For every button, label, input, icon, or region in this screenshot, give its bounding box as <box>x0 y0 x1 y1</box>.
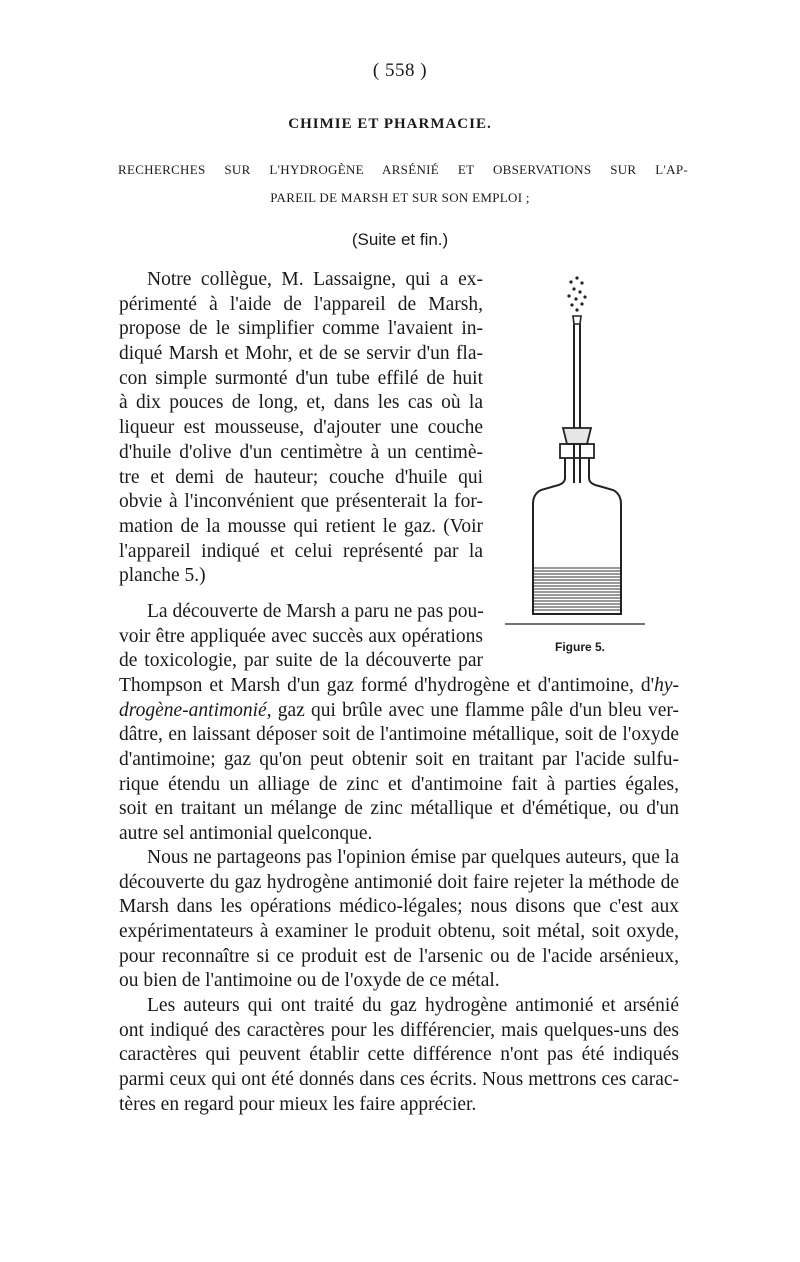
text-line: ou bien de l'antimoine ou de l'oxyde de ce métal. <box>119 970 500 992</box>
marsh-apparatus-illustration <box>505 268 645 638</box>
text-line: de toxicologie, par suite de la découverte par <box>119 650 483 672</box>
article-title-line-1: RECHERCHES SUR L'HYDROGÈNE ARSÉNIÉ ET OBSERVATIONS SUR L'AP- <box>118 162 688 177</box>
text-line: périmenté à l'aide de l'appareil de Marsh, <box>119 293 483 315</box>
text-line: rique étendu un alliage de zinc et d'antimoine fait à parties égales, <box>119 773 679 795</box>
text-run: Thompson et Marsh d'un gaz formé d'hydrogène et d'antimoine, d' <box>119 675 655 696</box>
page-number: ( 558 ) <box>372 60 428 81</box>
text-line: planche 5.) <box>119 565 206 587</box>
text-line: mation de la mousse qui retient le gaz. (Voir <box>119 515 483 537</box>
text-line: d'huile d'olive d'un centimètre à un centimè- <box>119 441 483 463</box>
text-line: tre et demi de hauteur; couche d'huile qui <box>119 466 483 488</box>
text-line: La découverte de Marsh a paru ne pas pou- <box>147 601 484 622</box>
text-line: expérimentateurs à examiner le produit obtenu, soit métal, soit oxyde, <box>119 921 679 943</box>
text-line: dâtre, en laissant déposer soit de l'antimoine métallique, soit de l'oxyde <box>119 724 679 746</box>
text-line <box>119 699 679 724</box>
italic-term: hy- <box>654 675 679 696</box>
text-line: découverte du gaz hydrogène antimonié doit faire rejeter la méthode de <box>119 871 679 893</box>
text-line: Les auteurs qui ont traité du gaz hydrogène antimonié et arsénié <box>147 995 679 1016</box>
text-line: tères en regard pour mieux les faire apprécier. <box>119 1093 477 1115</box>
text-line: caractères qui peuvent établir cette différence n'ont pas été indiqués <box>119 1044 679 1066</box>
figure-5-apparatus <box>505 268 645 638</box>
text-line: obvie à l'inconvénient que présenterait la for- <box>119 491 483 513</box>
italic-term: drogène-antimonié, <box>119 699 272 721</box>
article-title-line-2: PAREIL DE MARSH ET SUR SON EMPLOI ; <box>270 190 530 205</box>
text-line: diqué Marsh et Mohr, et de se servir d'un fla- <box>119 343 483 365</box>
text-line: parmi ceux qui ont été donnés dans ces écrits. Nous mettrons ces carac- <box>119 1069 679 1091</box>
text-line: à dix pouces de long, et, dans les cas où la <box>119 392 483 414</box>
paragraph-2-wide <box>119 674 679 847</box>
figure-caption: Figure 5. <box>555 640 606 654</box>
text-line <box>119 674 679 699</box>
section-heading: CHIMIE ET PHARMACIE. <box>288 116 492 132</box>
text-run: gaz qui brûle avec une flamme pâle d'un bleu ver- <box>271 699 679 721</box>
subtitle: (Suite et fin.) <box>351 230 449 249</box>
text-line: autre sel antimonial quelconque. <box>119 823 373 845</box>
text-line: con simple surmonté d'un tube effilé de huit <box>119 367 483 389</box>
text-line: Marsh dans les opérations médico-légales; nous disons que c'est aux <box>119 896 679 918</box>
text-line: propose de le simplifier comme l'avaient in- <box>119 318 483 340</box>
paragraph-3 <box>119 846 679 994</box>
paragraph-2-narrow <box>119 600 483 674</box>
text-line: ont indiqué des caractères pour les différencier, mais quelques-uns des <box>119 1019 679 1041</box>
text-line: liqueur est mousseuse, d'ajouter une couche <box>119 417 483 439</box>
text-line: pour reconnaître si ce produit est de l'arsenic ou de l'acide arsénieux, <box>119 945 679 967</box>
text-line: voir être appliquée avec succès aux opérations <box>119 625 483 647</box>
text-line: Nous ne partageons pas l'opinion émise par quelques auteurs, que la <box>147 847 679 868</box>
paragraph-1 <box>119 268 483 589</box>
paragraph-4 <box>119 994 679 1117</box>
text-line: d'antimoine; gaz qu'on peut obtenir soit en traitant par l'acide sulfu- <box>119 749 679 771</box>
text-line: soit en traitant un mélange de zinc métallique et d'émétique, ou d'un <box>119 798 679 820</box>
text-line: l'appareil indiqué et celui représenté par la <box>119 540 483 562</box>
text-line: Notre collègue, M. Lassaigne, qui a ex- <box>147 269 483 290</box>
